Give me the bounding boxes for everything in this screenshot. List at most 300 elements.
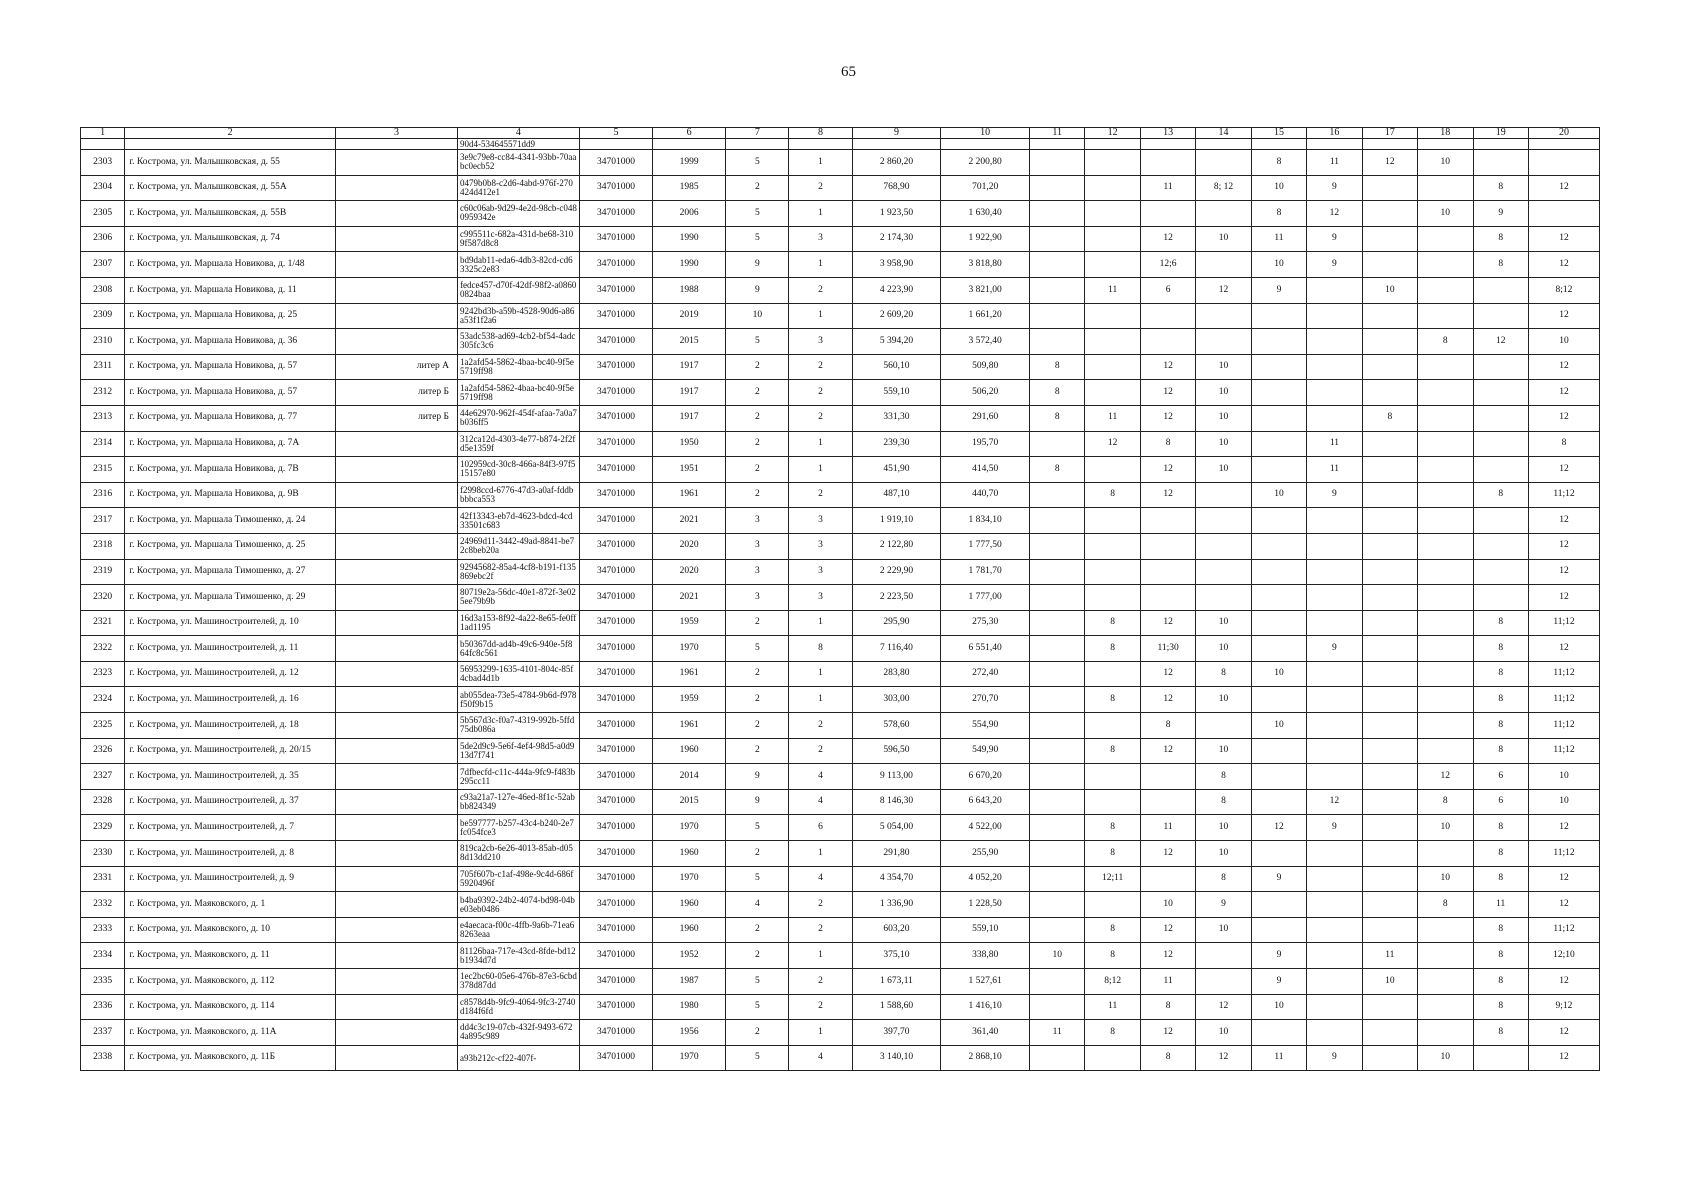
fias-id-cell: 16d3a153-8f92-4a22-8e65-fe0ff1ad1195: [457, 610, 579, 636]
living-area-cell: 255,90: [941, 841, 1030, 867]
work-code-cell: [1196, 303, 1251, 329]
note-cell: [336, 175, 458, 201]
note-cell: [336, 738, 458, 764]
work-code-cell: [1362, 226, 1417, 252]
work-code-cell: 12: [1528, 892, 1599, 918]
work-code-cell: [1307, 533, 1362, 559]
floors-cell: 3: [726, 559, 789, 585]
table-row: [81, 841, 1600, 867]
note-cell: [336, 329, 458, 355]
work-code-cell: [1196, 559, 1251, 585]
work-code-cell: 8: [1418, 329, 1473, 355]
work-code-cell: 8: [1473, 252, 1528, 278]
oktmo-cell: 34701000: [579, 738, 652, 764]
work-code-cell: 9;12: [1528, 994, 1599, 1020]
work-code-cell: [1196, 150, 1251, 176]
work-code-cell: [1196, 329, 1251, 355]
work-code-cell: 8: [1473, 994, 1528, 1020]
note-cell: [336, 815, 458, 841]
table-row: [81, 175, 1600, 201]
table-row: [81, 457, 1600, 483]
fias-id-cell: b4ba9392-24b2-4074-bd98-04be03eb0486: [457, 892, 579, 918]
work-code-cell: 12: [1528, 405, 1599, 431]
year-cell: 2014: [653, 764, 726, 790]
work-code-cell: [1085, 585, 1140, 611]
table-row: [81, 380, 1600, 406]
oktmo-cell: 34701000: [579, 994, 652, 1020]
oktmo-cell: 34701000: [579, 713, 652, 739]
table-row: [81, 789, 1600, 815]
work-code-cell: 12: [1528, 380, 1599, 406]
floors-cell: 5: [726, 150, 789, 176]
work-code-cell: [1473, 380, 1528, 406]
entrances-cell: 4: [789, 764, 852, 790]
work-code-cell: 10: [1251, 661, 1306, 687]
work-code-cell: [1085, 661, 1140, 687]
work-code-cell: 8: [1140, 713, 1195, 739]
work-code-cell: 9: [1307, 175, 1362, 201]
work-code-cell: 8: [1473, 815, 1528, 841]
fias-id-cell: 24969d11-3442-49ad-8841-be72c8beb20a: [457, 533, 579, 559]
work-code-cell: 8: [1473, 917, 1528, 943]
total-area-cell: 2 860,20: [852, 150, 941, 176]
work-code-cell: 12: [1528, 559, 1599, 585]
work-code-cell: [1140, 201, 1195, 227]
work-code-cell: 12: [1528, 303, 1599, 329]
year-cell: 1988: [653, 277, 726, 303]
work-code-cell: 10: [1418, 866, 1473, 892]
fias-id-cell: 7dfbecfd-c11c-444a-9fc9-f483b295cc11: [457, 764, 579, 790]
fias-id-cell: 5b567d3c-f0a7-4319-992b-5ffd75db086a: [457, 713, 579, 739]
entrances-cell: 2: [789, 277, 852, 303]
column-header: 14: [1196, 128, 1251, 139]
fias-id-cell: 312ca12d-4303-4e77-b874-2f2fd5e1359f: [457, 431, 579, 457]
column-header: 5: [579, 128, 652, 139]
work-code-cell: 11: [1140, 815, 1195, 841]
floors-cell: 9: [726, 764, 789, 790]
work-code-cell: 8: [1085, 943, 1140, 969]
work-code-cell: 12: [1140, 661, 1195, 687]
work-code-cell: [1030, 636, 1085, 662]
fias-id-cell: 53adc538-ad69-4cb2-bf54-4adc305fc3c6: [457, 329, 579, 355]
work-code-cell: [1418, 252, 1473, 278]
address-cell: г. Кострома, ул. Маяковского, д. 11: [125, 943, 336, 969]
work-code-cell: [1307, 917, 1362, 943]
work-code-cell: 9: [1196, 892, 1251, 918]
work-code-cell: 10: [1030, 943, 1085, 969]
note-cell: [336, 892, 458, 918]
work-code-cell: 11: [1140, 969, 1195, 995]
work-code-cell: 12: [1140, 354, 1195, 380]
entrances-cell: 4: [789, 789, 852, 815]
work-code-cell: [1251, 354, 1306, 380]
table-row: [81, 201, 1600, 227]
note-cell: литер Б: [336, 405, 458, 431]
address-cell: г. Кострома, ул. Маршала Новикова, д. 57: [125, 380, 336, 406]
table-row: [81, 943, 1600, 969]
work-code-cell: [1030, 431, 1085, 457]
table-row: [81, 252, 1600, 278]
floors-cell: 4: [726, 892, 789, 918]
year-cell: 1961: [653, 661, 726, 687]
oktmo-cell: 34701000: [579, 508, 652, 534]
work-code-cell: 9: [1307, 815, 1362, 841]
year-cell: 1960: [653, 841, 726, 867]
entrances-cell: 1: [789, 687, 852, 713]
note-cell: [336, 687, 458, 713]
total-area-cell: 2 174,30: [852, 226, 941, 252]
fias-id-cell: 1a2afd54-5862-4baa-bc40-9f5e5719ff98: [457, 380, 579, 406]
oktmo-cell: 34701000: [579, 201, 652, 227]
address-cell: г. Кострома, ул. Маяковского, д. 11Б: [125, 1045, 336, 1071]
floors-cell: 9: [726, 789, 789, 815]
oktmo-cell: 34701000: [579, 866, 652, 892]
work-code-cell: 9: [1251, 866, 1306, 892]
work-code-cell: 10: [1196, 1020, 1251, 1046]
work-code-cell: [1362, 789, 1417, 815]
note-cell: [336, 636, 458, 662]
work-code-cell: [1362, 738, 1417, 764]
address-cell: г. Кострома, ул. Маршала Новикова, д. 36: [125, 329, 336, 355]
work-code-cell: [1030, 866, 1085, 892]
work-code-cell: 12: [1528, 354, 1599, 380]
year-cell: 2021: [653, 508, 726, 534]
work-code-cell: [1196, 482, 1251, 508]
work-code-cell: [1196, 943, 1251, 969]
row-number-cell: 2325: [81, 713, 125, 739]
floors-cell: 5: [726, 1045, 789, 1071]
work-code-cell: [1362, 329, 1417, 355]
work-code-cell: [1418, 661, 1473, 687]
living-area-cell: 1 777,00: [941, 585, 1030, 611]
fias-id-cell: 3e9c79e8-cc84-4341-93bb-70aabc0ecb52: [457, 150, 579, 176]
work-code-cell: [1362, 1045, 1417, 1071]
year-cell: 1959: [653, 610, 726, 636]
work-code-cell: [1418, 303, 1473, 329]
total-area-cell: 3 958,90: [852, 252, 941, 278]
work-code-cell: [1251, 303, 1306, 329]
oktmo-cell: 34701000: [579, 764, 652, 790]
entrances-cell: 1: [789, 610, 852, 636]
fias-id-cell: 9242bd3b-a59b-4528-90d6-a86a53f1f2a6: [457, 303, 579, 329]
entrances-cell: 1: [789, 943, 852, 969]
work-code-cell: [1362, 661, 1417, 687]
work-code-cell: 8: [1196, 866, 1251, 892]
note-cell: [336, 252, 458, 278]
work-code-cell: 9: [1307, 252, 1362, 278]
fias-id-cell: 705f607b-c1af-498e-9c4d-686f5920496f: [457, 866, 579, 892]
work-code-cell: [1307, 329, 1362, 355]
row-number-cell: 2334: [81, 943, 125, 969]
address-cell: г. Кострома, ул. Маршала Новикова, д. 1/48: [125, 252, 336, 278]
living-area-cell: 270,70: [941, 687, 1030, 713]
work-code-cell: [1085, 380, 1140, 406]
note-cell: [336, 764, 458, 790]
work-code-cell: 12: [1528, 226, 1599, 252]
work-code-cell: 9: [1251, 969, 1306, 995]
work-code-cell: [1085, 303, 1140, 329]
work-code-cell: 8; 12: [1196, 175, 1251, 201]
work-code-cell: 11: [1307, 150, 1362, 176]
work-code-cell: 12: [1307, 789, 1362, 815]
entrances-cell: 1: [789, 661, 852, 687]
work-code-cell: [1085, 150, 1140, 176]
table-body: [81, 139, 1600, 1071]
entrances-cell: 2: [789, 738, 852, 764]
work-code-cell: [1362, 1020, 1417, 1046]
row-number-cell: 2335: [81, 969, 125, 995]
work-code-cell: 12: [1528, 457, 1599, 483]
work-code-cell: 12: [1140, 943, 1195, 969]
row-number-cell: 2327: [81, 764, 125, 790]
year-cell: 2021: [653, 585, 726, 611]
row-number-cell: 2303: [81, 150, 125, 176]
floors-cell: 2: [726, 738, 789, 764]
living-area-cell: 338,80: [941, 943, 1030, 969]
work-code-cell: [1251, 841, 1306, 867]
year-cell: 1999: [653, 150, 726, 176]
floors-cell: 5: [726, 994, 789, 1020]
year-cell: 1950: [653, 431, 726, 457]
total-area-cell: 331,30: [852, 405, 941, 431]
work-code-cell: 12: [1140, 687, 1195, 713]
work-code-cell: 12: [1140, 1020, 1195, 1046]
work-code-cell: [1030, 226, 1085, 252]
work-code-cell: [1251, 610, 1306, 636]
oktmo-cell: 34701000: [579, 431, 652, 457]
table-row: [81, 892, 1600, 918]
entrances-cell: 8: [789, 636, 852, 662]
work-code-cell: [1418, 380, 1473, 406]
total-area-cell: 560,10: [852, 354, 941, 380]
work-code-cell: [1418, 841, 1473, 867]
table-row: [81, 277, 1600, 303]
living-area-cell: 554,90: [941, 713, 1030, 739]
work-code-cell: 10: [1196, 610, 1251, 636]
floors-cell: 5: [726, 866, 789, 892]
work-code-cell: [1528, 201, 1599, 227]
work-code-cell: [1140, 533, 1195, 559]
work-code-cell: 8: [1196, 764, 1251, 790]
work-code-cell: 12: [1140, 405, 1195, 431]
entrances-cell: 4: [789, 1045, 852, 1071]
work-code-cell: [1307, 661, 1362, 687]
total-area-cell: 596,50: [852, 738, 941, 764]
work-code-cell: 11: [1362, 943, 1417, 969]
work-code-cell: 11;12: [1528, 738, 1599, 764]
address-cell: г. Кострома, ул. Маршала Новикова, д. 7В: [125, 457, 336, 483]
address-cell: г. Кострома, ул. Машиностроителей, д. 16: [125, 687, 336, 713]
table-row: [81, 866, 1600, 892]
column-number-header: [81, 128, 1600, 139]
work-code-cell: 12: [1140, 380, 1195, 406]
note-cell: [336, 969, 458, 995]
work-code-cell: [1418, 457, 1473, 483]
row-number-cell: 2306: [81, 226, 125, 252]
work-code-cell: 8: [1473, 866, 1528, 892]
work-code-cell: [1251, 533, 1306, 559]
entrances-cell: 4: [789, 866, 852, 892]
note-cell: [336, 431, 458, 457]
work-code-cell: 12: [1528, 533, 1599, 559]
work-code-cell: 10: [1196, 841, 1251, 867]
oktmo-cell: 34701000: [579, 329, 652, 355]
total-area-cell: 283,80: [852, 661, 941, 687]
floors-cell: 2: [726, 354, 789, 380]
table-row: [81, 713, 1600, 739]
work-code-cell: [1362, 815, 1417, 841]
address-cell: г. Кострома, ул. Машиностроителей, д. 8: [125, 841, 336, 867]
work-code-cell: [1251, 764, 1306, 790]
work-code-cell: [1362, 508, 1417, 534]
entrances-cell: 2: [789, 917, 852, 943]
table-row: [81, 917, 1600, 943]
work-code-cell: 12: [1140, 610, 1195, 636]
table-row: [81, 226, 1600, 252]
work-code-cell: [1140, 559, 1195, 585]
work-code-cell: 8: [1030, 380, 1085, 406]
work-code-cell: [1473, 508, 1528, 534]
work-code-cell: [1196, 533, 1251, 559]
work-code-cell: 12: [1196, 1045, 1251, 1071]
work-code-cell: 12: [1196, 277, 1251, 303]
work-code-cell: 10: [1196, 917, 1251, 943]
work-code-cell: [1030, 585, 1085, 611]
column-header: 12: [1085, 128, 1140, 139]
floors-cell: 2: [726, 175, 789, 201]
work-code-cell: [1030, 201, 1085, 227]
floors-cell: 2: [726, 457, 789, 483]
year-cell: 1985: [653, 175, 726, 201]
note-cell: литер Б: [336, 380, 458, 406]
work-code-cell: 11;12: [1528, 841, 1599, 867]
total-area-cell: 7 116,40: [852, 636, 941, 662]
work-code-cell: 12: [1528, 252, 1599, 278]
note-cell: [336, 1020, 458, 1046]
work-code-cell: [1030, 994, 1085, 1020]
work-code-cell: [1362, 303, 1417, 329]
work-code-cell: [1307, 764, 1362, 790]
work-code-cell: [1473, 405, 1528, 431]
address-cell: г. Кострома, ул. Маршала Тимошенко, д. 24: [125, 508, 336, 534]
row-number-cell: 2307: [81, 252, 125, 278]
address-cell: г. Кострома, ул. Маяковского, д. 10: [125, 917, 336, 943]
oktmo-cell: 34701000: [579, 405, 652, 431]
work-code-cell: 10: [1196, 687, 1251, 713]
column-header: 17: [1362, 128, 1417, 139]
work-code-cell: 12: [1140, 482, 1195, 508]
work-code-cell: 12: [1528, 866, 1599, 892]
address-cell: г. Кострома, ул. Маршала Новикова, д. 57: [125, 354, 336, 380]
fias-id-cell: c995511c-682a-431d-be68-3109f587d8c8: [457, 226, 579, 252]
total-area-cell: 5 054,00: [852, 815, 941, 841]
row-number-cell: 2310: [81, 329, 125, 355]
total-area-cell: 295,90: [852, 610, 941, 636]
work-code-cell: 10: [1251, 482, 1306, 508]
year-cell: 1970: [653, 1045, 726, 1071]
fias-id-cell: b50367dd-ad4b-49c6-940e-5f864fc8c561: [457, 636, 579, 662]
work-code-cell: 12;10: [1528, 943, 1599, 969]
work-code-cell: 8: [1085, 687, 1140, 713]
note-cell: [336, 661, 458, 687]
oktmo-cell: 34701000: [579, 585, 652, 611]
work-code-cell: 11;12: [1528, 713, 1599, 739]
note-cell: [336, 585, 458, 611]
living-area-cell: 1 228,50: [941, 892, 1030, 918]
year-cell: 1987: [653, 969, 726, 995]
total-area-cell: 2 609,20: [852, 303, 941, 329]
work-code-cell: 11: [1030, 1020, 1085, 1046]
work-code-cell: [1362, 252, 1417, 278]
living-area-cell: 4 522,00: [941, 815, 1030, 841]
work-code-cell: 12: [1085, 431, 1140, 457]
oktmo-cell: 34701000: [579, 789, 652, 815]
row-number-cell: 2319: [81, 559, 125, 585]
living-area-cell: 3 821,00: [941, 277, 1030, 303]
oktmo-cell: 34701000: [579, 559, 652, 585]
work-code-cell: [1473, 354, 1528, 380]
year-cell: 1917: [653, 380, 726, 406]
living-area-cell: 272,40: [941, 661, 1030, 687]
total-area-cell: 487,10: [852, 482, 941, 508]
entrances-cell: 1: [789, 841, 852, 867]
living-area-cell: 2 200,80: [941, 150, 1030, 176]
total-area-cell: 3 140,10: [852, 1045, 941, 1071]
work-code-cell: [1362, 431, 1417, 457]
work-code-cell: [1418, 559, 1473, 585]
total-area-cell: 1 336,90: [852, 892, 941, 918]
year-cell: 1951: [653, 457, 726, 483]
work-code-cell: 8: [1473, 1020, 1528, 1046]
work-code-cell: [1362, 687, 1417, 713]
work-code-cell: [1140, 585, 1195, 611]
note-cell: литер А: [336, 354, 458, 380]
work-code-cell: 6: [1140, 277, 1195, 303]
entrances-cell: 2: [789, 380, 852, 406]
fias-id-cell: a93b212c-cf22-407f-: [457, 1045, 579, 1071]
work-code-cell: 11;12: [1528, 917, 1599, 943]
work-code-cell: [1196, 585, 1251, 611]
work-code-cell: 12: [1528, 585, 1599, 611]
work-code-cell: 9: [1307, 1045, 1362, 1071]
work-code-cell: [1085, 533, 1140, 559]
work-code-cell: [1085, 201, 1140, 227]
floors-cell: 3: [726, 508, 789, 534]
address-cell: г. Кострома, ул. Маршала Новикова, д. 9В: [125, 482, 336, 508]
work-code-cell: [1307, 559, 1362, 585]
row-number-cell: 2312: [81, 380, 125, 406]
work-code-cell: 11: [1307, 457, 1362, 483]
total-area-cell: 603,20: [852, 917, 941, 943]
table-row: [81, 687, 1600, 713]
living-area-cell: 291,60: [941, 405, 1030, 431]
year-cell: 1917: [653, 405, 726, 431]
note-cell: [336, 277, 458, 303]
work-code-cell: 10: [1528, 329, 1599, 355]
living-area-cell: 559,10: [941, 917, 1030, 943]
fias-id-cell: fedce457-d70f-42df-98f2-a08600824baa: [457, 277, 579, 303]
floors-cell: 2: [726, 431, 789, 457]
work-code-cell: 10: [1251, 994, 1306, 1020]
work-code-cell: [1362, 892, 1417, 918]
row-number-cell: 2322: [81, 636, 125, 662]
work-code-cell: [1030, 661, 1085, 687]
work-code-cell: [1362, 457, 1417, 483]
living-area-cell: 6 551,40: [941, 636, 1030, 662]
work-code-cell: [1030, 738, 1085, 764]
fias-id-cell: 102959cd-30c8-466a-84f3-97f515157e80: [457, 457, 579, 483]
row-number-cell: 2332: [81, 892, 125, 918]
